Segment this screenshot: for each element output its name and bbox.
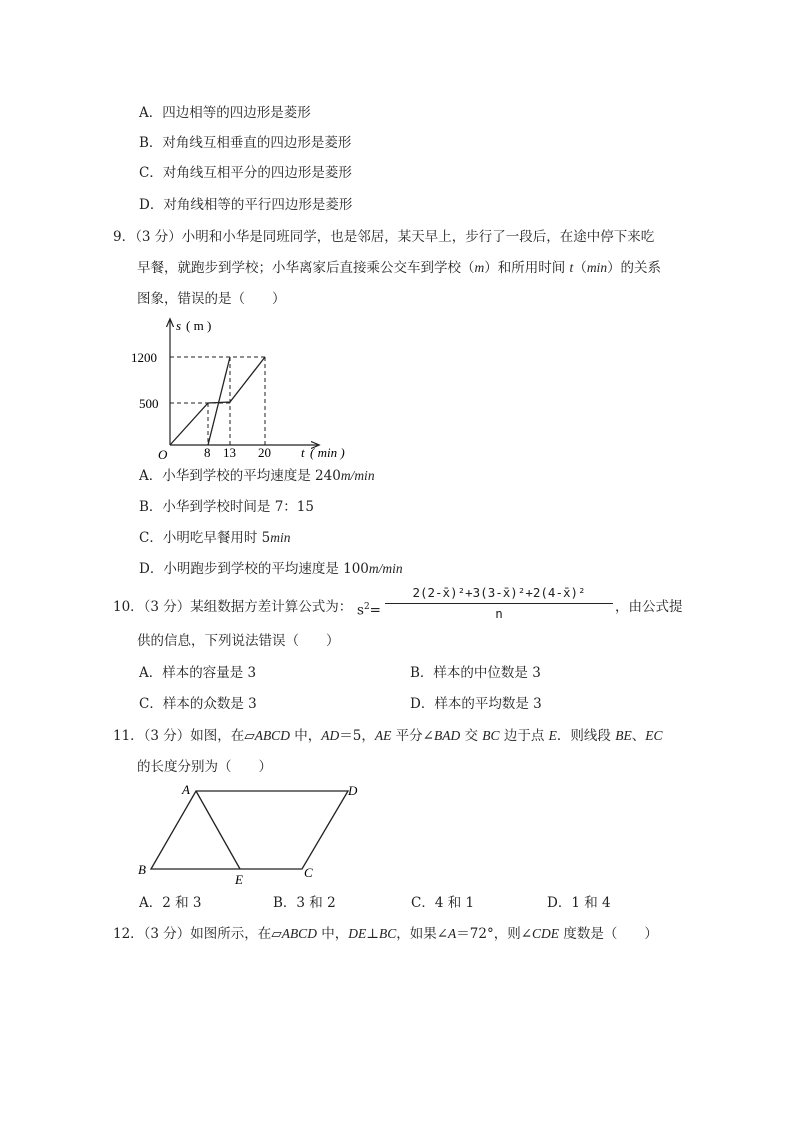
q9-option-c: C．小明吃早餐用时 5min — [139, 530, 291, 546]
y-tick-1200: 1200 — [131, 350, 157, 365]
q10-formula-denominator: n — [495, 606, 503, 621]
q10-formula-numerator: 2(2-x̄)²+3(3-x̄)²+2(4-x̄)² — [385, 585, 613, 604]
q8-option-c: C．对角线互相平分的四边形是菱形 — [139, 165, 352, 181]
q10-option-a: A．样本的容量是 3 — [139, 665, 257, 681]
x-tick-20: 20 — [258, 445, 271, 460]
vertex-a: A — [182, 782, 190, 797]
q9-stem-line2: 早餐，就跑步到学校；小华离家后直接乘公交车到学校（m）和所用时间 t（min）的关系 — [137, 260, 662, 276]
vertex-d: D — [348, 783, 358, 798]
q10-option-d: D．样本的平均数是 3 — [410, 696, 542, 712]
q11-option-b: B．3 和 2 — [273, 895, 336, 911]
q10-stem-post: ，由公式提 — [615, 599, 683, 615]
x-tick-13: 13 — [223, 445, 236, 460]
q9-option-d: D．小明跑步到学校的平均速度是 100m/min — [139, 561, 403, 577]
x-label-unit: ( min ) — [310, 445, 345, 460]
x-label-t: t — [301, 445, 305, 460]
y-label-unit: ( m ) — [186, 318, 212, 333]
q11-stem-line2: 的长度分别为（ ） — [137, 759, 272, 775]
y-label-s: s — [176, 318, 182, 333]
vertex-c: C — [304, 865, 313, 880]
vertex-b: B — [138, 862, 146, 877]
q9-option-b: B．小华到学校时间是 7：15 — [139, 499, 314, 515]
q10-stem-pre: 10．（3 分）某组数据方差计算公式为： — [113, 599, 353, 615]
q11-option-d: D．1 和 4 — [547, 895, 611, 911]
q10-option-c: C．样本的众数是 3 — [139, 696, 257, 712]
q10-option-b: B．样本的中位数是 3 — [410, 665, 541, 681]
y-tick-500: 500 — [139, 396, 159, 411]
q9-stem-line1: 9．（3 分）小明和小华是同班同学，也是邻居，某天早上，步行了一段后，在途中停下来吃 — [113, 229, 655, 245]
q11-option-a: A．2 和 3 — [139, 895, 202, 911]
q8-option-d: D．对角线相等的平行四边形是菱形 — [139, 197, 353, 213]
parallelogram-abcd — [151, 791, 348, 869]
xiaohua-line — [208, 357, 230, 445]
q8-option-b: B．对角线互相垂直的四边形是菱形 — [139, 135, 352, 151]
q9-option-a: A．小华到学校的平均速度是 240m/min — [139, 468, 375, 484]
origin-label: O — [158, 447, 168, 462]
q12-stem: 12．（3 分）如图所示，在▱ABCD 中，DE⊥BC，如果∠A＝72°，则∠CDE 度数是（ ） — [113, 926, 658, 942]
q9-stem-line3: 图象，错误的是（ ） — [137, 291, 286, 307]
segment-ae — [196, 791, 240, 869]
q10-lhs: $s^2=$ — [357, 602, 381, 619]
xiaoming-line — [170, 357, 265, 445]
q10-stem-line2: 供的信息，下列说法错误（ ） — [137, 633, 340, 649]
q11-stem-line1: 11．（3 分）如图，在▱ABCD 中，AD＝5，AE 平分∠BAD 交 BC 边于点 E．则线段 BE、EC — [113, 728, 663, 744]
q11-parallelogram-figure — [130, 780, 370, 890]
q11-option-c: C．4 和 1 — [411, 895, 475, 911]
point-e: E — [235, 872, 243, 887]
x-tick-8: 8 — [204, 445, 211, 460]
q8-option-a: A．四边相等的四边形是菱形 — [139, 105, 311, 121]
q9-distance-time-graph — [130, 314, 370, 464]
q10-formula-fraction — [385, 585, 613, 622]
